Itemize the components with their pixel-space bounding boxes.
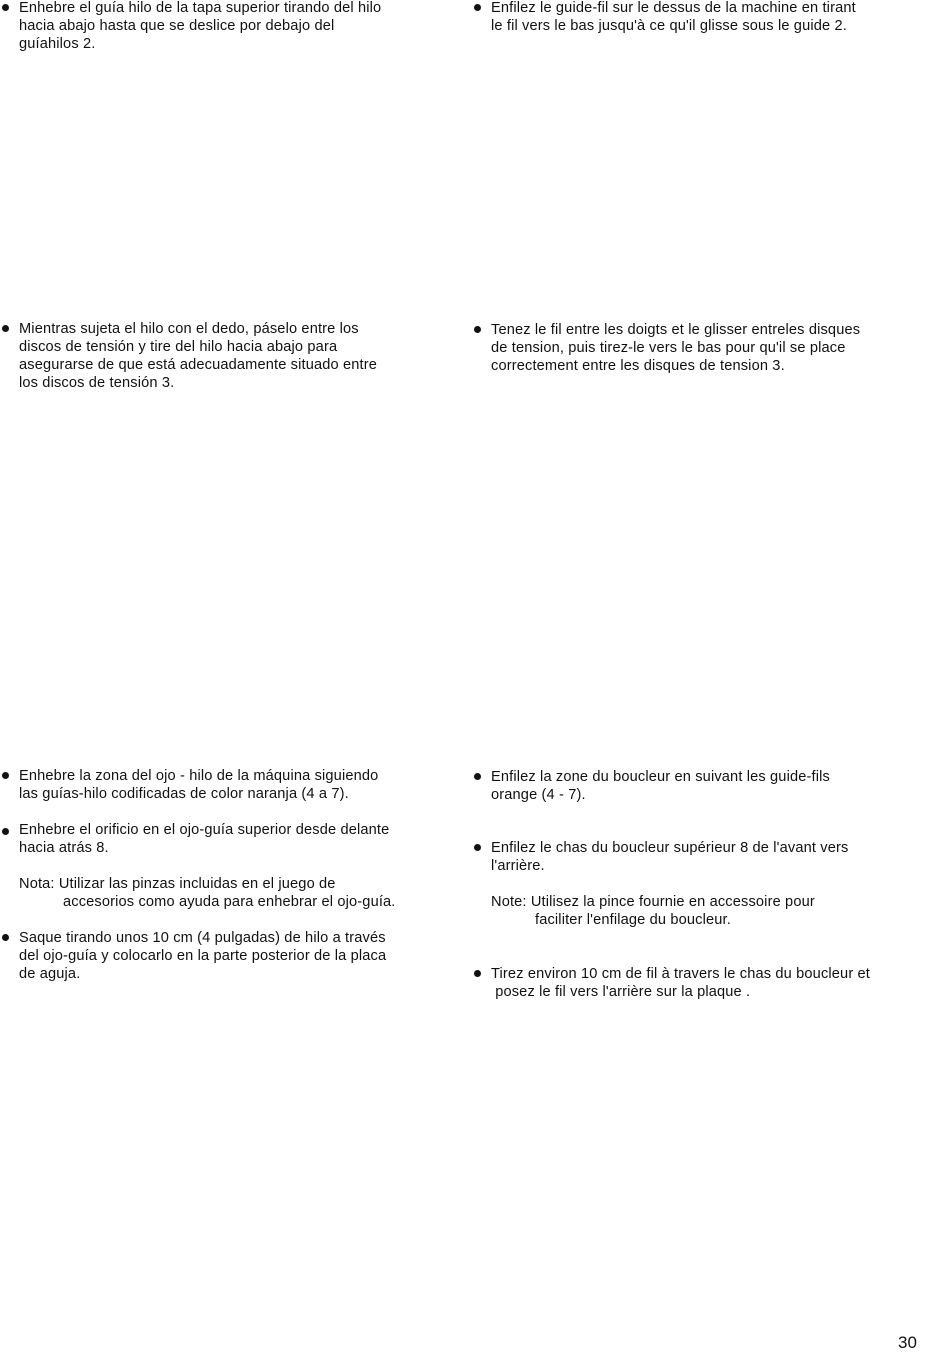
section-3-spanish-eye (0, 821, 465, 857)
french-instruction-tension-discs (472, 321, 927, 375)
note-line: Note: Utilisez la pince fournie en accessoire pour (491, 894, 815, 910)
spanish-instruction-tension-discs (0, 320, 460, 392)
note-line: accesorios como ayuda para enhebrar el ojo-guía. (63, 894, 396, 910)
note-line: Nota: Utilizar las pinzas incluidas en el juego de (19, 876, 336, 892)
section-2-spanish (0, 320, 460, 392)
text-line: discos de tensión y tire del hilo hacia abajo para (19, 339, 338, 355)
text-line: Enhebre el orificio en el ojo-guía superior desde delante (19, 822, 390, 838)
section-3-french-pull (472, 965, 927, 1001)
spanish-instruction-looper-guides (0, 767, 465, 803)
text-line: los discos de tensión 3. (19, 375, 175, 391)
text-line: las guías-hilo codificadas de color naranja (4 a 7). (19, 786, 349, 802)
text-line: Enfilez le chas du boucleur supérieur 8 de l'avant vers (491, 840, 849, 856)
text-line: Saque tirando unos 10 cm (4 pulgadas) de hilo a través (19, 930, 386, 946)
bullet-icon (2, 828, 9, 835)
bullet-icon (2, 325, 9, 332)
spanish-instruction-looper-eye (0, 821, 465, 857)
text-line: le fil vers le bas jusqu'à ce qu'il glisse sous le guide 2. (491, 18, 847, 34)
bullet-icon (474, 970, 481, 977)
french-instruction-pull-thread (472, 965, 927, 1001)
section-3-spanish-pull (0, 929, 465, 983)
section-3-french-eye (472, 839, 927, 875)
section-3-spanish-note (0, 875, 465, 911)
bullet-icon (474, 773, 481, 780)
text-line: del ojo-guía y colocarlo en la parte posterior de la placa (19, 948, 387, 964)
text-line: Tirez environ 10 cm de fil à travers le chas du boucleur et (491, 966, 871, 982)
text-line: Enhebre la zona del ojo - hilo de la máquina siguiendo (19, 768, 379, 784)
bullet-icon (2, 4, 9, 11)
spanish-instruction-thread-guide (0, 0, 460, 53)
text-line: asegurarse de que está adecuadamente situado entre (19, 357, 377, 373)
spanish-note (0, 875, 465, 911)
bullet-icon (2, 772, 9, 779)
section-3-french-note (472, 893, 927, 929)
section-2-french (472, 321, 927, 375)
bullet-icon (2, 934, 9, 941)
text-line: correctement entre les disques de tension 3. (491, 358, 785, 374)
section-3-french (472, 768, 927, 804)
french-note (472, 893, 927, 929)
text-line: Enfilez la zone du boucleur en suivant les guide-fils (491, 769, 830, 785)
section-1-spanish (0, 0, 460, 53)
text-line: orange (4 - 7). (491, 787, 586, 803)
french-instruction-thread-guide (472, 0, 927, 35)
french-instruction-looper-eye (472, 839, 927, 875)
text-line: hacia abajo hasta que se deslice por debajo del (19, 18, 335, 34)
text-line: Tenez le fil entre les doigts et le glisser entreles disques (491, 322, 861, 338)
french-instruction-looper-guides (472, 768, 927, 804)
text-line: de aguja. (19, 966, 81, 982)
text-line: guíahilos 2. (19, 36, 96, 52)
text-line: Enfilez le guide-fil sur le dessus de la machine en tirant (491, 0, 856, 16)
bullet-icon (474, 326, 481, 333)
text-line: hacia atrás 8. (19, 840, 109, 856)
text-line: Enhebre el guía hilo de la tapa superior tirando del hilo (19, 0, 382, 16)
text-line: posez le fil vers l'arrière sur la plaque . (491, 984, 751, 1000)
text-line: l'arrière. (491, 858, 545, 874)
bullet-icon (474, 4, 481, 11)
note-line: faciliter l'enfilage du boucleur. (535, 912, 731, 928)
text-line: Mientras sujeta el hilo con el dedo, páselo entre los (19, 321, 359, 337)
spanish-instruction-pull-thread (0, 929, 465, 983)
text-line: de tension, puis tirez-le vers le bas pour qu'il se place (491, 340, 846, 356)
page-number: 30 (898, 1333, 917, 1352)
section-1-french (472, 0, 927, 35)
section-3-spanish (0, 767, 465, 803)
bullet-icon (474, 844, 481, 851)
